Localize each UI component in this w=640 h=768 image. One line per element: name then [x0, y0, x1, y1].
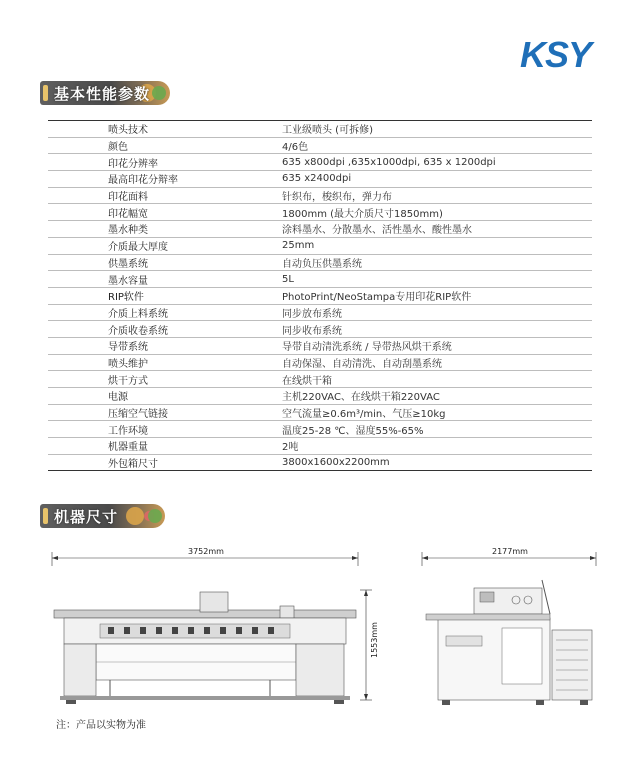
table-row [48, 204, 592, 221]
spec-value: 635 x2400dpi [274, 171, 592, 188]
table-row [48, 121, 592, 138]
spec-value: 工业级喷头 (可拆修) [274, 121, 592, 138]
section-banner-dimensions [40, 503, 165, 529]
spec-value: 自动保湿、自动清洗、自动刮墨系统 [274, 354, 592, 371]
spec-key: 颜色 [48, 137, 274, 154]
spec-key: 印花分辨率 [48, 154, 274, 171]
spec-key: 供墨系统 [48, 254, 274, 271]
table-row [48, 221, 592, 238]
spec-value: 2吨 [274, 438, 592, 455]
green-decor-icon [148, 509, 162, 523]
spec-key: 导带系统 [48, 337, 274, 354]
spec-key: 外包箱尺寸 [48, 454, 274, 471]
spec-key: 工作环境 [48, 421, 274, 438]
spec-key: 喷头维护 [48, 354, 274, 371]
table-row [48, 154, 592, 171]
front-height-label: 1553mm [370, 622, 379, 658]
spec-key: 介质最大厚度 [48, 237, 274, 254]
table-row [48, 171, 592, 188]
table-row [48, 237, 592, 254]
spec-key: 压缩空气链接 [48, 404, 274, 421]
spec-value: 主机220VAC、在线烘干箱220VAC [274, 388, 592, 405]
table-row [48, 421, 592, 438]
spec-value: 同步放布系统 [274, 304, 592, 321]
orange-decor-icon [126, 507, 144, 525]
spec-key: 墨水种类 [48, 221, 274, 238]
spec-value: 635 x800dpi ,635x1000dpi, 635 x 1200dpi [274, 154, 592, 171]
spec-key: 最高印花分辩率 [48, 171, 274, 188]
spec-value: 3800x1600x2200mm [274, 454, 592, 471]
spec-value: 同步收布系统 [274, 321, 592, 338]
spec-key: RIP软件 [48, 287, 274, 304]
spec-table [48, 120, 592, 471]
table-row [48, 321, 592, 338]
table-row [48, 438, 592, 455]
spec-key: 喷头技术 [48, 121, 274, 138]
table-row [48, 271, 592, 288]
section-banner-performance [40, 80, 170, 106]
front-width-label: 3752mm [188, 547, 224, 556]
spec-value: 导带自动清洗系统 / 导带热风烘干系统 [274, 337, 592, 354]
table-row [48, 254, 592, 271]
spec-value: 自动负压供墨系统 [274, 254, 592, 271]
spec-key: 烘干方式 [48, 371, 274, 388]
footnote: 注：产品以实物为准 [56, 720, 146, 731]
table-row [48, 304, 592, 321]
table-row [48, 371, 592, 388]
spec-value: 针织布，梭织布，弹力布 [274, 187, 592, 204]
spec-key: 介质收卷系统 [48, 321, 274, 338]
table-row [48, 404, 592, 421]
spec-key: 电源 [48, 388, 274, 405]
spec-key: 机器重量 [48, 438, 274, 455]
table-row [48, 137, 592, 154]
table-row [48, 388, 592, 405]
spec-value: 在线烘干箱 [274, 371, 592, 388]
spec-value: 5L [274, 271, 592, 288]
spec-value: 涂料墨水、分散墨水、活性墨水、酸性墨水 [274, 221, 592, 238]
spec-value: 空气流量≥0.6m³/min、气压≥10kg [274, 404, 592, 421]
green-decor-icon [152, 86, 166, 100]
table-row [48, 337, 592, 354]
spec-key: 墨水容量 [48, 271, 274, 288]
spec-key: 印花面料 [48, 187, 274, 204]
table-row [48, 287, 592, 304]
section-title: 基本性能参数 [54, 85, 151, 103]
spec-key: 印花幅宽 [48, 204, 274, 221]
side-view-drawing [416, 540, 606, 710]
section-title: 机器尺寸 [54, 508, 119, 526]
spec-value: 4/6色 [274, 137, 592, 154]
brand-logo: KSY [520, 34, 592, 75]
banner-tick-icon [43, 508, 48, 524]
front-view-drawing [40, 540, 380, 710]
spec-value: PhotoPrint/NeoStampa专用印花RIP软件 [274, 287, 592, 304]
banner-tick-icon [43, 85, 48, 101]
table-row [48, 354, 592, 371]
table-row [48, 454, 592, 471]
spec-value: 温度25-28 ℃、湿度55%-65% [274, 421, 592, 438]
spec-key: 介质上料系统 [48, 304, 274, 321]
table-row [48, 187, 592, 204]
side-depth-label: 2177mm [492, 547, 528, 556]
spec-value: 1800mm (最大介质尺寸1850mm) [274, 204, 592, 221]
spec-value: 25mm [274, 237, 592, 254]
